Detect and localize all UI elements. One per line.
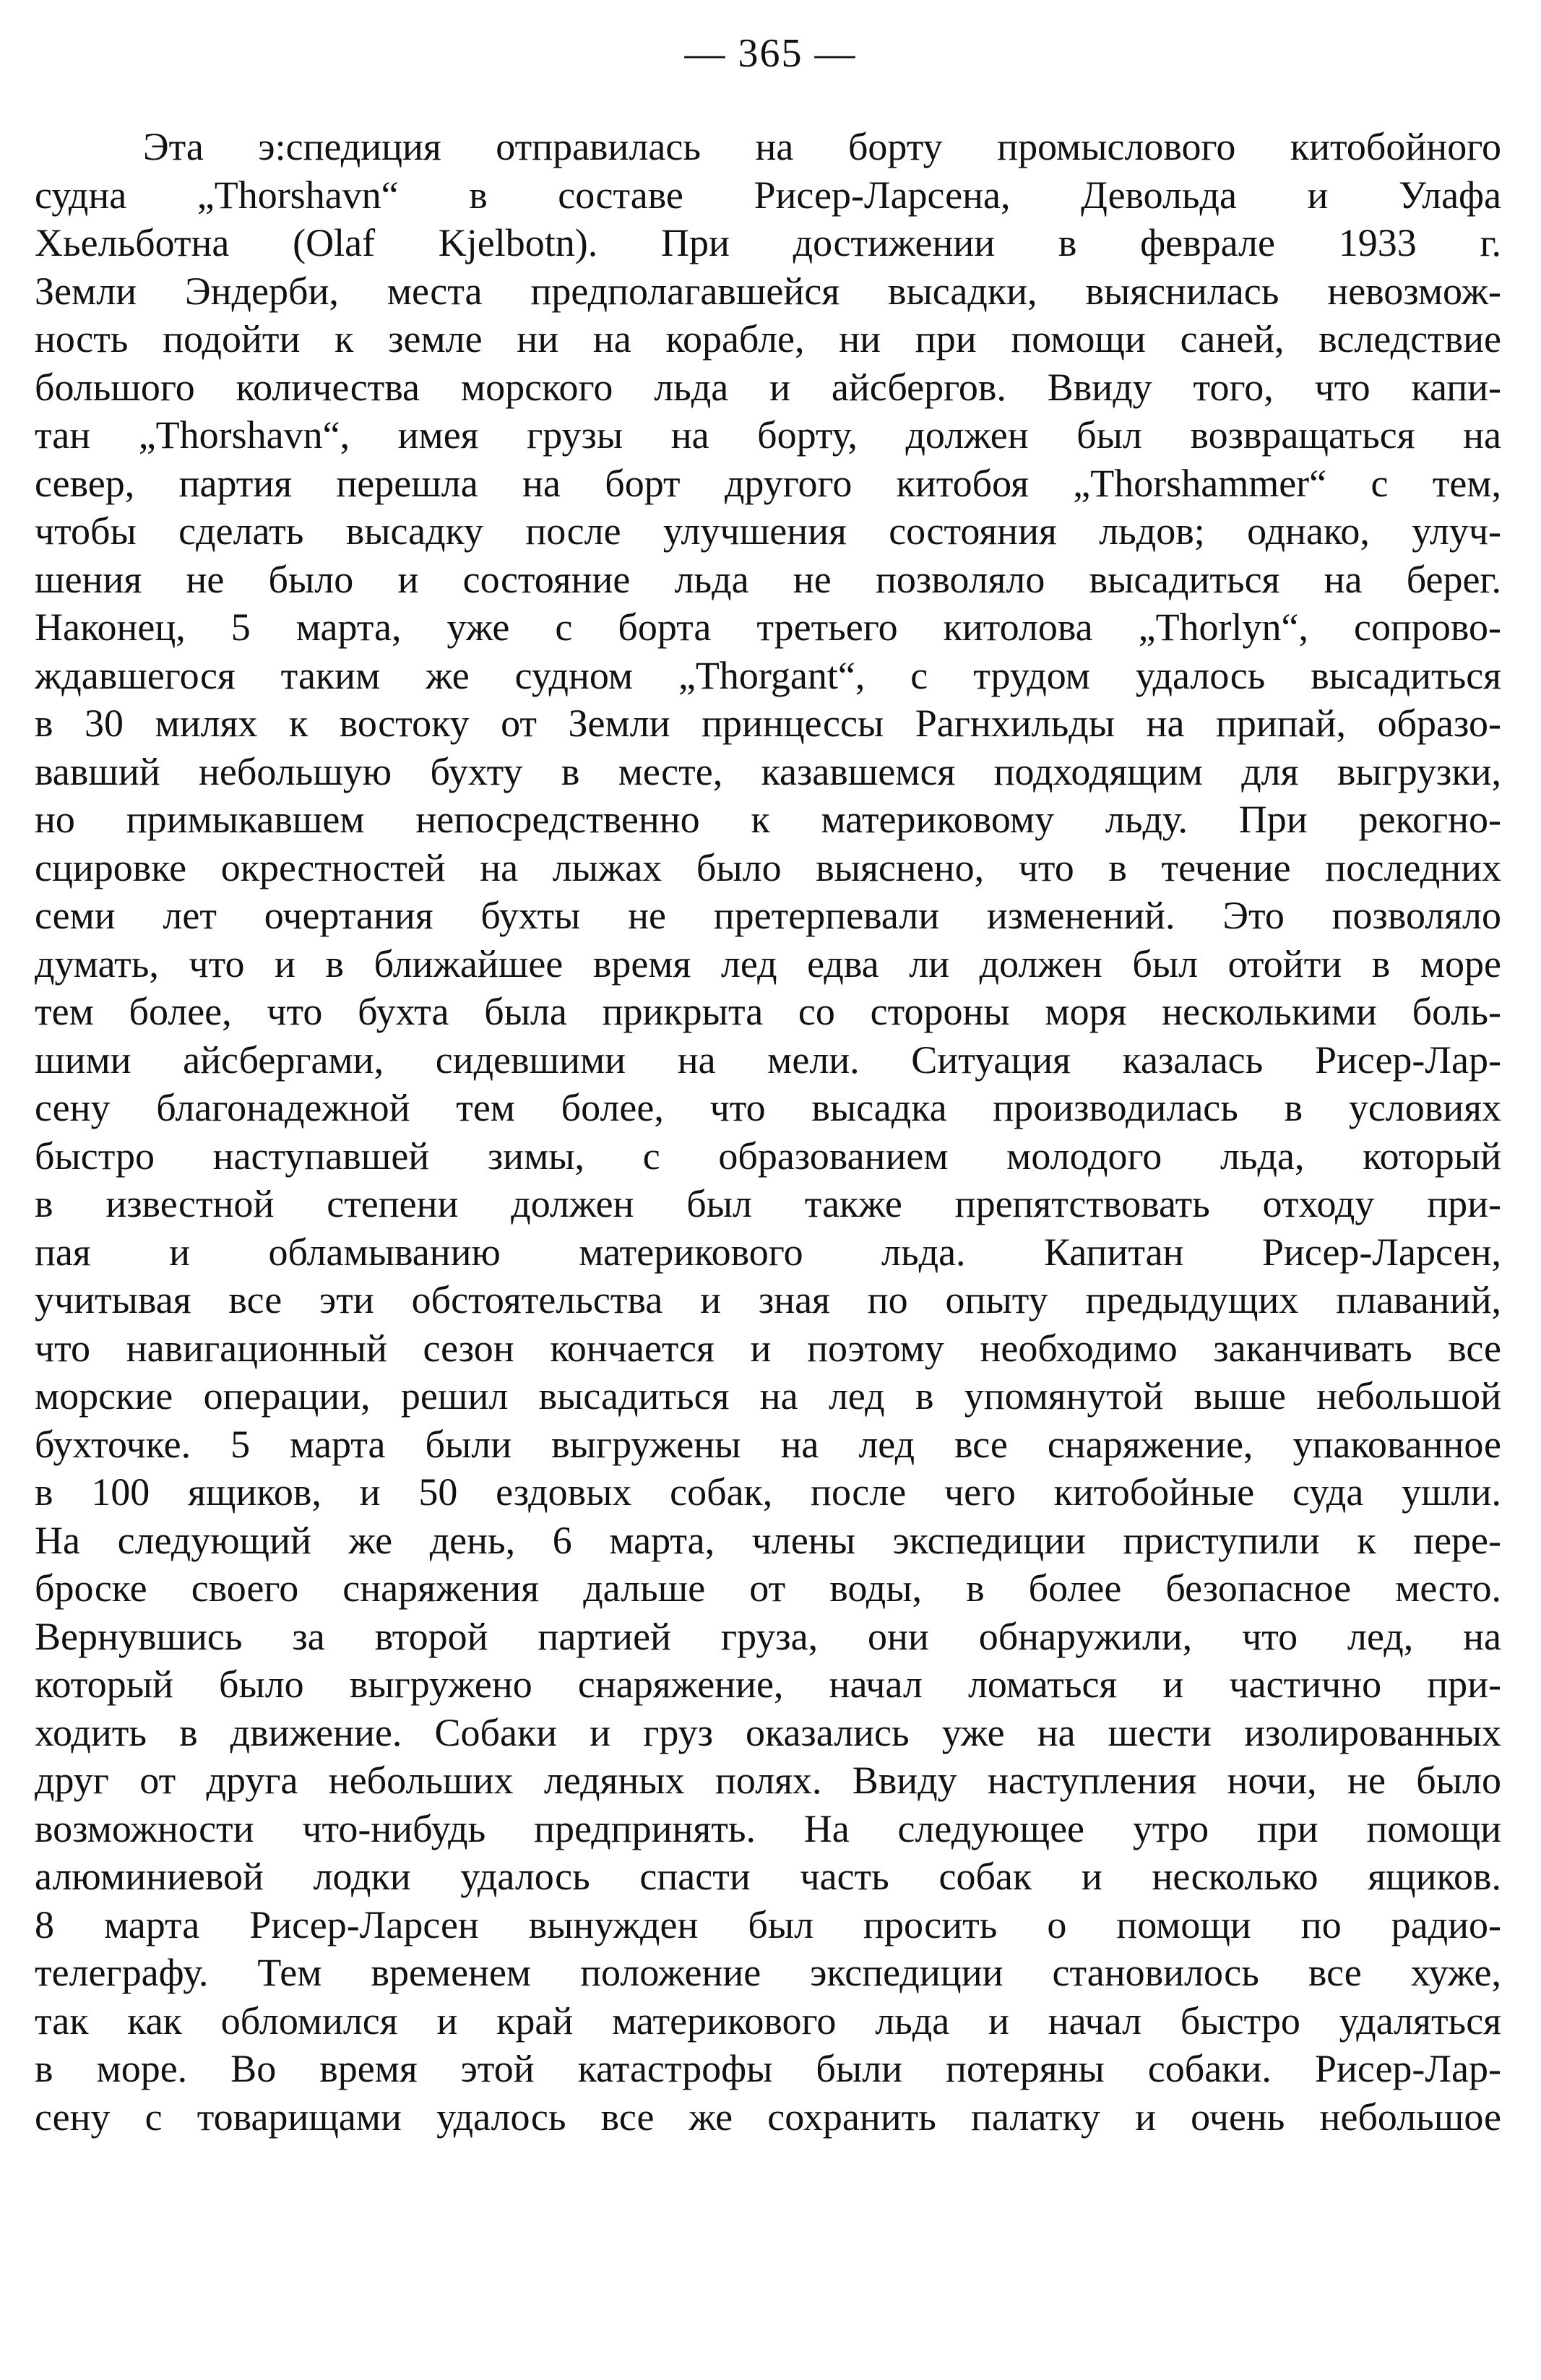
- text-line: алюминиевой лодки удалось спасти часть собак и несколько ящиков.: [35, 1855, 1501, 1898]
- text-line: что навигационный сезон кончается и поэтому необходимо заканчивать все: [35, 1326, 1501, 1370]
- text-line: но примыкавшем непосредственно к материковому льду. При рекогно-: [35, 798, 1501, 841]
- text-line: Наконец, 5 марта, уже с борта третьего китолова „Thorlyn“, сопрово-: [35, 605, 1501, 649]
- text-line: ждавшегося таким же судном „Thorgant“, с трудом удалось высадиться: [35, 653, 1501, 697]
- text-line: быстро наступавшей зимы, с образованием молодого льда, который: [35, 1134, 1501, 1178]
- text-line: думать, что и в ближайшее время лед едва ли должен был отойти в море: [35, 941, 1501, 986]
- text-line: чтобы сделать высадку после улучшения состояния льдов; однако, улуч-: [35, 509, 1501, 553]
- text-line: Вернувшись за второй партией груза, они обнаружили, что лед, на: [35, 1614, 1501, 1658]
- text-line: броске своего снаряжения дальше от воды, в более безопасное место.: [35, 1566, 1501, 1610]
- text-line: в море. Во время этой катастрофы были потеряны собаки. Рисер-Лар-: [35, 2047, 1501, 2090]
- text-line: бухточке. 5 марта были выгружены на лед все снаряжение, упакованное: [35, 1422, 1501, 1466]
- text-line: сену благонадежной тем более, что высадка производилась в условиях: [35, 1086, 1501, 1129]
- body-text: [35, 123, 1501, 2141]
- text-line: сцировке окрестностей на лыжах было выяснено, что в течение последних: [35, 845, 1501, 889]
- text-line: Земли Эндерби, места предполагавшейся высадки, выяснилась невозмож-: [35, 269, 1501, 313]
- text-line: север, партия перешла на борт другого китобоя „Thorshammer“ с тем,: [35, 461, 1501, 505]
- text-line: пая и обламыванию материкового льда. Капитан Рисер-Ларсен,: [35, 1230, 1501, 1274]
- text-line: шения не было и состояние льда не позволяло высадиться на берег.: [35, 557, 1501, 601]
- text-line: учитывая все эти обстоятельства и зная по опыту предыдущих плаваний,: [35, 1278, 1501, 1321]
- text-line: тан „Thorshavn“, имея грузы на борту, должен был возвращаться на: [35, 413, 1501, 457]
- text-line: морские операции, решил высадиться на лед в упомянутой выше небольшой: [35, 1374, 1501, 1418]
- text-line: Хьельботна (Olaf Kjelbotn). При достижении в феврале 1933 г.: [35, 221, 1501, 264]
- text-line: возможности что-нибудь предпринять. На следующее утро при помощи: [35, 1806, 1501, 1850]
- text-line: так как обломился и край материкового льда и начал быстро удаляться: [35, 1999, 1501, 2043]
- text-line: вавший небольшую бухту в месте, казавшемся подходящим для выгрузки,: [35, 749, 1501, 793]
- text-line: который было выгружено снаряжение, начал ломаться и частично при-: [35, 1663, 1501, 1706]
- text-line: в известной степени должен был также препятствовать отходу при-: [35, 1182, 1501, 1225]
- text-line: друг от друга небольших ледяных полях. Ввиду наступления ночи, не было: [35, 1759, 1501, 1802]
- text-line: телеграфу. Тем временем положение экспедиции становилось все хуже,: [35, 1951, 1501, 1994]
- text-line: На следующий же день, 6 марта, члены экспедиции приступили к пере-: [35, 1518, 1501, 1562]
- text-line: шими айсбергами, сидевшими на мели. Ситуация казалась Рисер-Лар-: [35, 1038, 1501, 1082]
- text-line: ность подойти к земле ни на корабле, ни при помощи саней, вследствие: [35, 317, 1501, 361]
- text-line: судна „Thorshavn“ в составе Рисер-Ларсена, Девольда и Улафа: [35, 173, 1501, 217]
- text-line: Эта э:спедиция отправилась на борту промыслового китобойного: [143, 125, 1501, 168]
- text-line: тем более, что бухта была прикрыта со стороны моря несколькими боль-: [35, 990, 1501, 1033]
- text-line: ходить в движение. Собаки и груз оказались уже на шести изолированных: [35, 1710, 1501, 1754]
- text-line: большого количества морского льда и айсбергов. Ввиду того, что капи-: [35, 365, 1501, 409]
- text-line: семи лет очертания бухты не претерпевали изменений. Это позволяло: [35, 894, 1501, 937]
- text-line: в 100 ящиков, и 50 ездовых собак, после чего китобойные суда ушли.: [35, 1470, 1501, 1514]
- text-line: 8 марта Рисер-Ларсен вынужден был просить о помощи по радио-: [35, 1902, 1501, 1946]
- text-line: в 30 милях к востоку от Земли принцессы Рагнхильды на припай, образо-: [35, 702, 1501, 745]
- text-line: сену с товарищами удалось все же сохранить палатку и очень небольшое: [35, 2095, 1501, 2139]
- page-number: — 365 —: [684, 31, 857, 76]
